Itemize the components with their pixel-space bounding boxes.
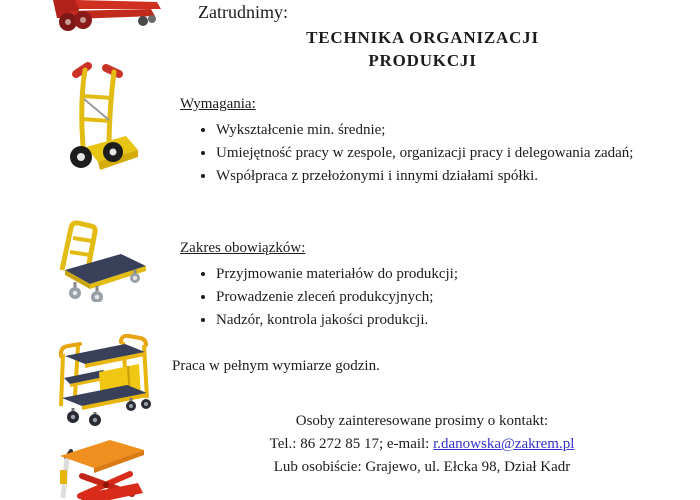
pallet-truck-icon [35,0,163,32]
requirements-list [180,119,648,188]
duty-item: • Przyjmowanie materiałów do produkcji; [216,263,648,286]
requirements-heading: Wymagania: [180,96,256,112]
duties-list [180,263,648,332]
duties-heading: Zakres obowiązków: [180,240,306,256]
shelf-trolley-image [47,330,153,426]
shelf-trolley-icon [47,330,153,426]
hand-truck-icon [60,62,138,175]
contact-block [182,410,662,479]
contact-phone-email-line [182,433,662,456]
email-link[interactable]: r.danowska@zakrem.pl [433,436,575,452]
contact-in-person-line: Lub osobiście: Grajewo, ul. Ełcka 98, Dział Kadr [273,459,571,475]
requirement-item: • Wykształcenie min. średnie; [216,119,648,142]
hand-truck-image [60,62,138,175]
scissor-lift-table-image [50,438,145,500]
duty-item: • Nadzór, kontrola jakości produkcji. [216,309,648,332]
intro-label: Zatrudnimy: [198,2,288,22]
contact-intro-line: Osoby zainteresowane prosimy o kontakt: [295,413,549,429]
job-title-line2: PRODUKCJI [368,51,477,70]
employment-note: Praca w pełnym wymiarze godzin. [172,358,380,374]
requirement-item: • Współpraca z przełożonymi i innymi działami spółki. [216,165,648,188]
job-title [185,26,660,72]
job-title-line1: TECHNIKA ORGANIZACJI [306,28,539,47]
requirement-item: • Umiejętność pracy w zespole, organizacji pracy i delegowania zadań; [216,142,648,165]
duty-item: • Prowadzenie zleceń produkcyjnych; [216,286,648,309]
platform-cart-image [47,216,148,302]
pallet-truck-image [35,0,163,32]
scissor-lift-table-icon [50,438,145,500]
platform-cart-icon [47,216,148,302]
phone-email-prefix: Tel.: 86 272 85 17; e-mail: [269,436,434,452]
